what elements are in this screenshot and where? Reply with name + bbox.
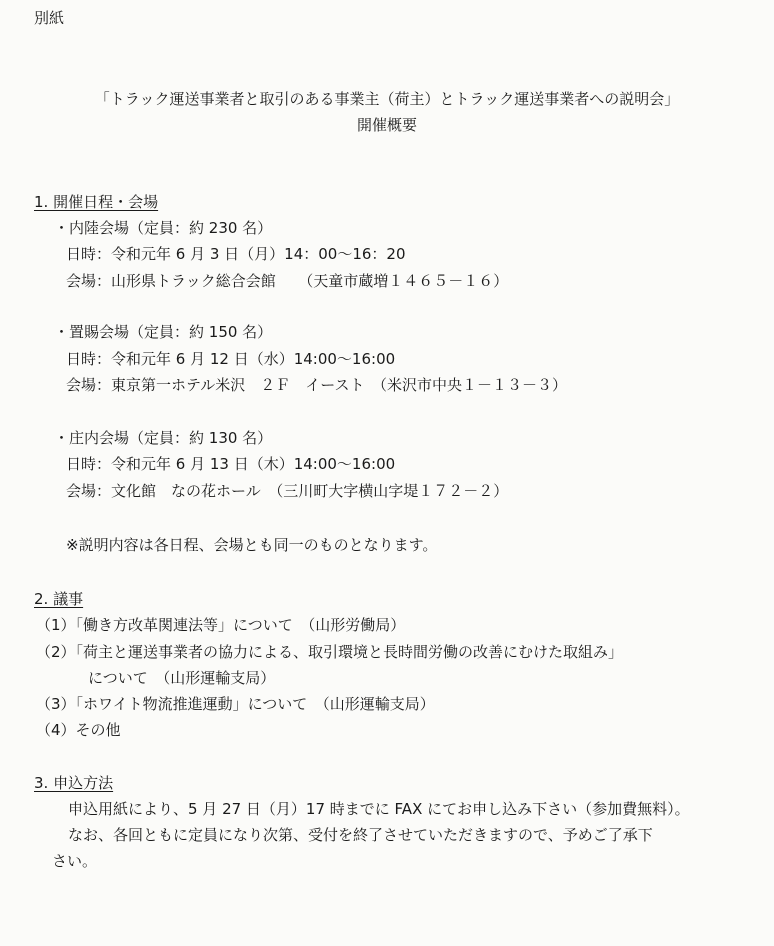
agenda-item-continuation: について （山形運輸支局） [88, 669, 276, 687]
application-text: さい。 [52, 852, 98, 870]
note-text: ※説明内容は各日程、会場とも同一のものとなります。 [66, 536, 438, 554]
venue-shonai-name: ・庄内会場（定員：約 130 名） [54, 429, 273, 447]
agenda-item: （3）「ホワイト物流推進運動」について （山形運輸支局） [36, 695, 435, 713]
venue-inland-datetime: 日時：令和元年 6 月 3 日（月）14：00～16：20 [66, 245, 406, 263]
venue-okitama-datetime: 日時：令和元年 6 月 12 日（水）14:00～16:00 [66, 350, 396, 368]
agenda-item: （1）「働き方改革関連法等」について （山形労働局） [36, 616, 406, 634]
venue-shonai-place: 会場：文化館 なの花ホール （三川町大字横山字堤１７２－２） [66, 482, 509, 500]
section1-heading: 1. 開催日程・会場 [34, 193, 159, 211]
section2-heading: 2. 議事 [34, 590, 84, 608]
venue-shonai-datetime: 日時：令和元年 6 月 13 日（木）14:00～16:00 [66, 455, 396, 473]
application-text: 申込用紙により、5 月 27 日（月）17 時までに FAX にてお申し込み下さい（参加費無料）。 [68, 800, 690, 818]
agenda-item: （2）「荷主と運送事業者の協力による、取引環境と長時間労働の改善にむけた取組み」 [36, 643, 624, 661]
venue-inland-name: ・内陸会場（定員：約 230 名） [54, 219, 273, 237]
document-subtitle: 開催概要 [356, 116, 417, 134]
venue-okitama-place: 会場：東京第一ホテル米沢 ２Ｆ イースト （米沢市中央１－１３－３） [66, 376, 568, 394]
venue-okitama-name: ・置賜会場（定員：約 150 名） [54, 323, 273, 341]
venue-inland-place: 会場：山形県トラック総合会館 （天童市蔵増１４６５－１６） [66, 272, 509, 290]
section3-heading: 3. 申込方法 [34, 774, 114, 792]
attachment-label: 別紙 [34, 9, 65, 27]
application-text: なお、各回ともに定員になり次第、受付を終了させていただきますので、予めご了承下 [68, 826, 653, 844]
agenda-item: （4）その他 [36, 721, 121, 739]
document-title: 「トラック運送事業者と取引のある事業主（荷主）とトラック運送事業者への説明会」 [94, 90, 680, 108]
